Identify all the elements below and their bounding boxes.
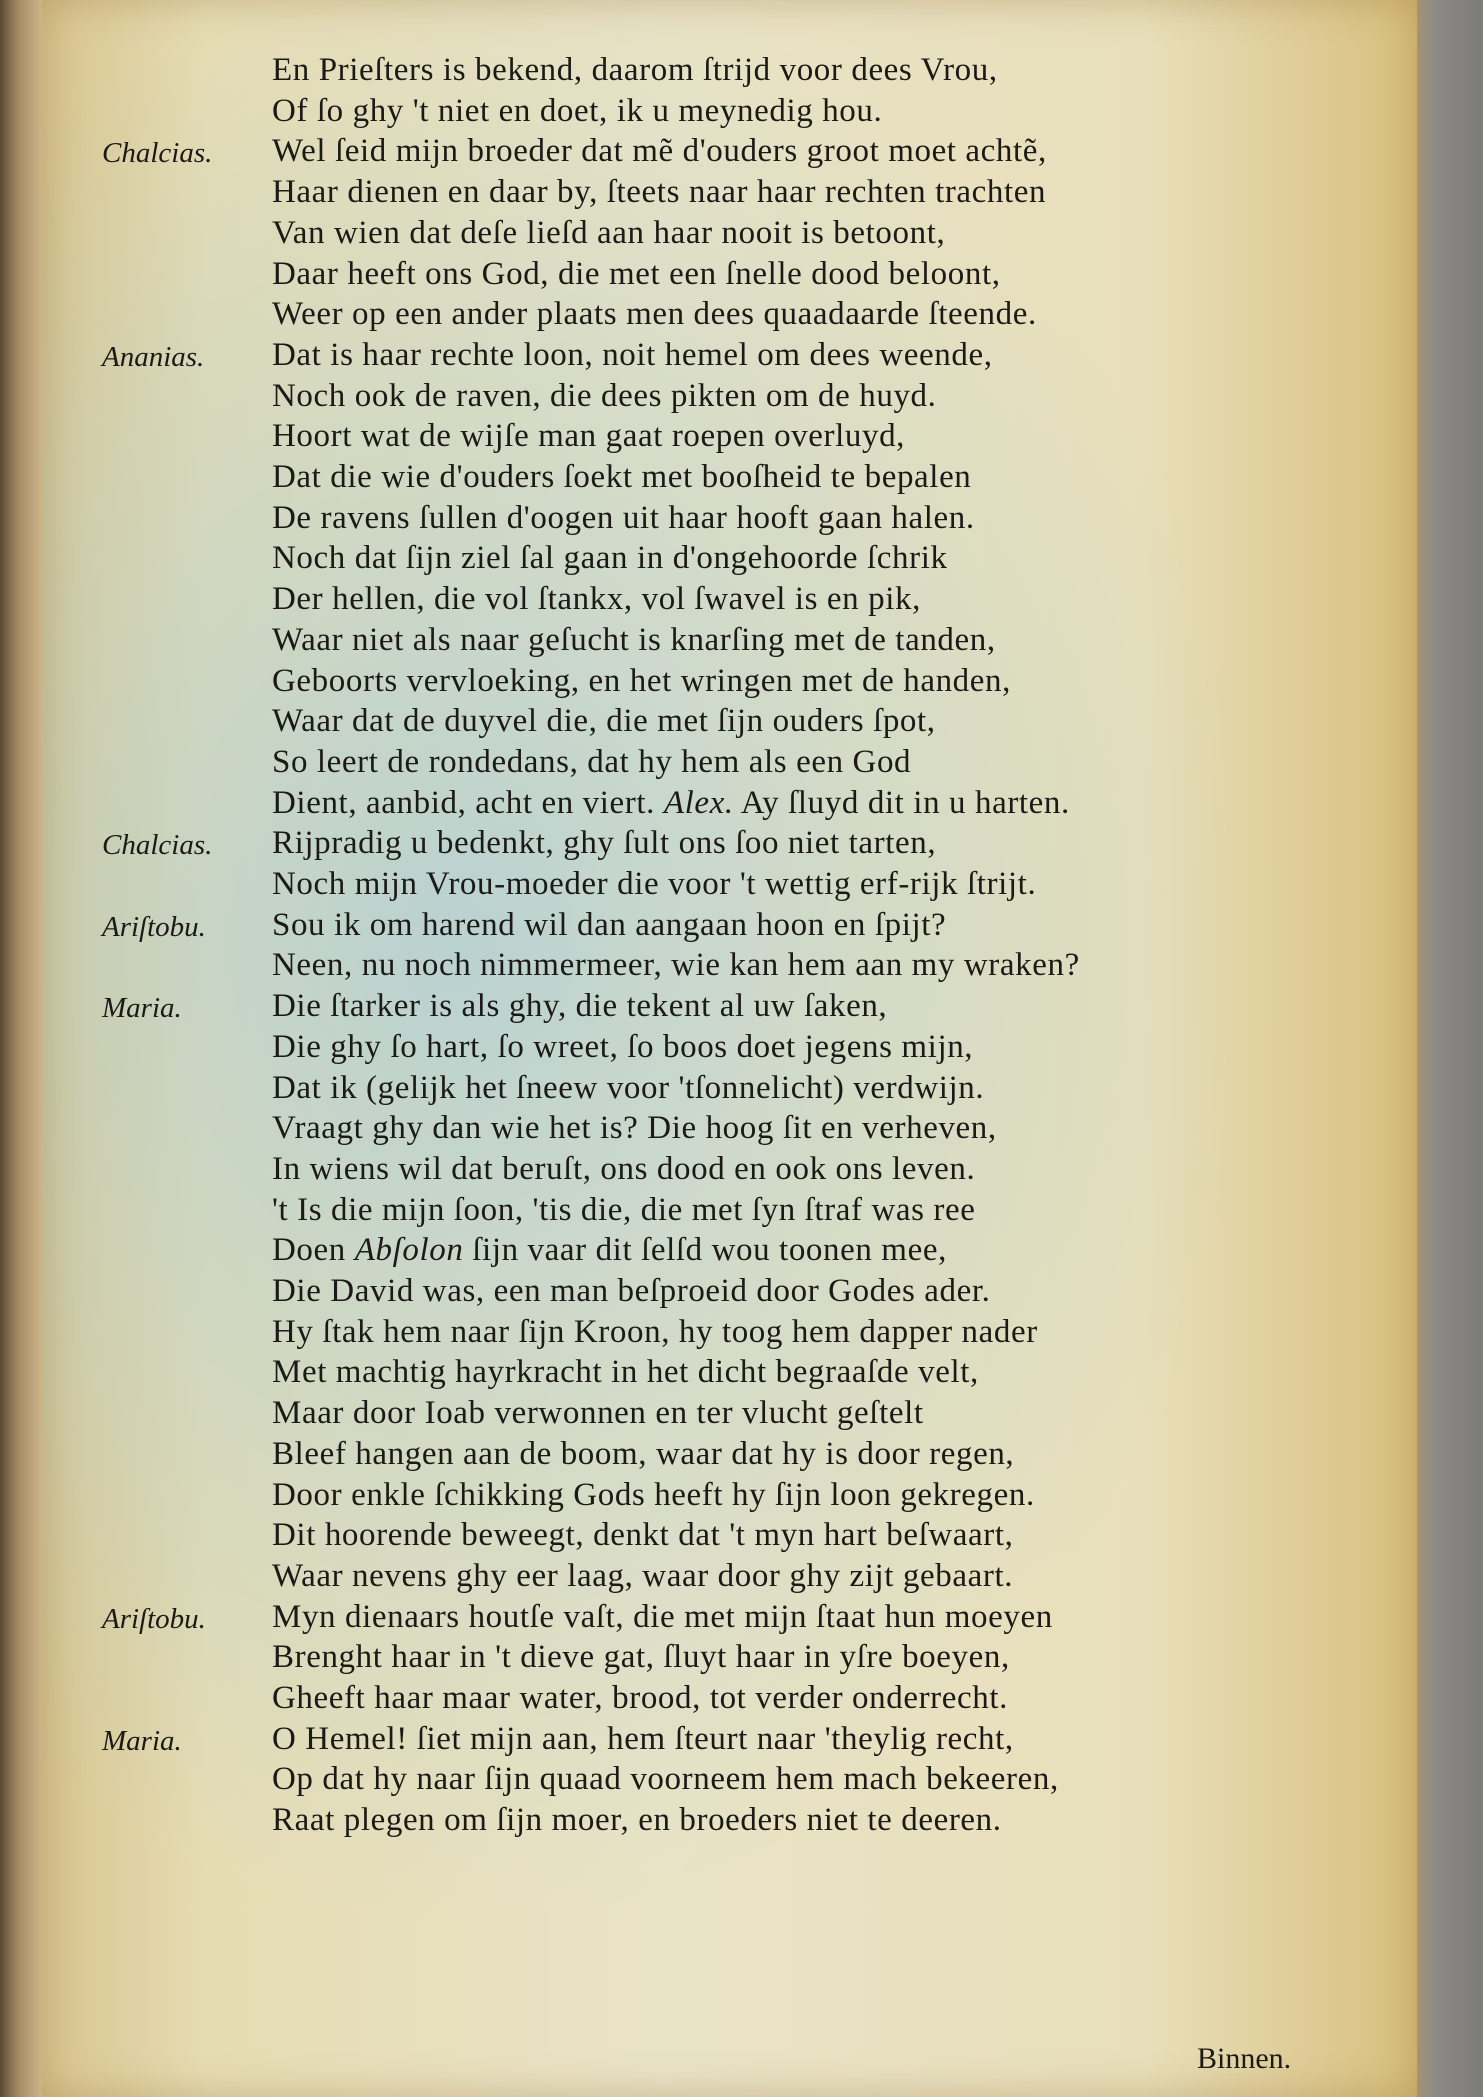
speaker-name: Chalcias.	[102, 829, 213, 862]
verse-text: Van wien dat deſe lieſd aan haar nooit is betoont,	[272, 214, 946, 251]
verse-text: Noch dat ſijn ziel ſal gaan in d'ongehoorde ſchrik	[272, 540, 948, 577]
verse-line	[272, 1800, 1002, 1840]
verse-text: Brenght haar in 't dieve gat, ſluyt haar in yſre boeyen,	[272, 1639, 1010, 1676]
verse-line	[272, 1312, 1038, 1352]
verse-line	[272, 1271, 991, 1311]
verse-line	[272, 1434, 1014, 1474]
verse-text: En Prieſters is bekend, daarom ſtrijd voor dees Vrou,	[272, 52, 998, 88]
verse-line	[272, 1597, 1053, 1637]
verse-line	[272, 1149, 975, 1189]
verse-text: Die ghy ſo hart, ſo wreet, ſo boos doet jegens mijn,	[272, 1028, 974, 1065]
verse-text: Dit hoorende beweegt, denkt dat 't myn hart beſwaart,	[272, 1517, 1014, 1554]
verse-text: Dat die wie d'ouders ſoekt met booſheid te bepalen	[272, 459, 972, 495]
verse-line	[272, 1230, 947, 1270]
italic-name: Abſolon	[354, 1232, 464, 1269]
verse-line	[272, 579, 921, 619]
speaker-name: Ananias.	[102, 340, 205, 373]
verse-text: Noch ook de raven, die dees pikten om de huyd.	[272, 377, 937, 414]
verse-text: Met machtig hayrkracht in het dicht begraaſde velt,	[272, 1354, 979, 1391]
verse-line	[272, 945, 1080, 985]
verse-line	[272, 1678, 1008, 1718]
verse-line	[272, 1637, 1010, 1677]
verse-line	[272, 661, 1011, 701]
verse-text: Geboorts vervloeking, en het wringen met de handen,	[272, 662, 1011, 699]
verse-line	[272, 1515, 1014, 1555]
verse-text: Bleef hangen aan de boom, waar dat hy is door regen,	[272, 1435, 1015, 1472]
verse-text: Vraagt ghy dan wie het is? Die hoog ſit en verheven,	[272, 1110, 997, 1147]
verse-text: Noch mijn Vrou-moeder die voor 't wettig erf-rijk ſtrijt.	[272, 866, 1037, 902]
verse-text: De ravens ſullen d'oogen uit haar hooft gaan halen.	[272, 499, 975, 536]
verse-text: Daar heeft ons God, die met een ſnelle dood beloont,	[272, 255, 1001, 292]
book-page	[42, 0, 1417, 2097]
verse-text: Maar door Ioab verwonnen en ter vlucht geſtelt	[272, 1395, 924, 1432]
verse-line	[272, 1352, 979, 1392]
verse-line	[272, 701, 936, 741]
verse-text: Ay ſluyd dit in u harten.	[733, 784, 1070, 821]
verse-line	[272, 783, 1070, 823]
italic-name: Alex.	[663, 784, 734, 821]
verse-line	[272, 457, 971, 497]
verse-line	[272, 498, 975, 538]
verse-text: Rijpradig u bedenkt, ghy ſult ons ſoo niet tarten,	[272, 825, 937, 862]
verse-text: Waar niet als naar geſucht is knarſing met de tanden,	[272, 621, 996, 658]
verse-line	[272, 1190, 976, 1230]
verse-text: Doen	[272, 1232, 355, 1269]
verse-text: Myn dienaars houtſe vaſt, die met mijn ſtaat hun moeyen	[272, 1598, 1053, 1635]
verse-text: Wel ſeid mijn broeder dat mẽ d'ouders groot moet achtẽ,	[272, 133, 1047, 170]
verse-line	[272, 1027, 973, 1067]
verse-text: O Hemel! ſiet mijn aan, hem ſteurt naar 'theylig recht,	[272, 1720, 1014, 1757]
verse-text: Gheeft haar maar water, brood, tot verder onderrecht.	[272, 1680, 1008, 1716]
verse-line	[272, 1068, 984, 1108]
verse-line	[272, 823, 936, 863]
verse-line	[272, 905, 946, 945]
verse-text: Waar nevens ghy eer laag, waar door ghy zijt gebaart.	[272, 1557, 1014, 1594]
verse-line	[272, 1556, 1013, 1596]
verse-line	[272, 620, 996, 660]
verse-text: Hoort wat de wijſe man gaat roepen overluyd,	[272, 418, 906, 455]
verse-text: Hy ſtak hem naar ſijn Kroon, hy toog hem dapper nader	[272, 1313, 1038, 1350]
verse-text: Neen, nu noch nimmermeer, wie kan hem aan my wraken?	[272, 947, 1080, 984]
verse-line	[272, 50, 998, 90]
verse-line	[272, 254, 1001, 294]
verse-text: So leert de rondedans, dat hy hem als een God	[272, 743, 912, 780]
verse-text: Sou ik om harend wil dan aangaan hoon en ſpijt?	[272, 906, 947, 943]
speaker-name: Maria.	[102, 1724, 182, 1757]
verse-line	[272, 742, 911, 782]
verse-text: Waar dat de duyvel die, die met ſijn ouders ſpot,	[272, 703, 936, 740]
verse-line	[272, 294, 1037, 334]
verse-text: Haar dienen en daar by, ſteets naar haar rechten trachten	[272, 174, 1047, 211]
speaker-name: Ariſtobu.	[102, 1602, 206, 1635]
verse-line	[272, 1759, 1059, 1799]
verse-line	[272, 335, 993, 375]
verse-text: 't Is die mijn ſoon, 'tis die, die met ſyn ſtraf was ree	[272, 1191, 976, 1228]
verse-line	[272, 91, 882, 131]
verse-line	[272, 172, 1046, 212]
verse-text: Op dat hy naar ſijn quaad voorneem hem mach bekeeren,	[272, 1761, 1059, 1798]
verse-text: Dient, aanbid, acht en viert.	[272, 784, 664, 821]
verse-text: Die David was, een man beſproeid door Godes ader.	[272, 1273, 991, 1309]
verse-line	[272, 538, 948, 578]
verse-text: Der hellen, die vol ſtankx, vol ſwavel is en pik,	[272, 581, 921, 618]
verse-line	[272, 131, 1047, 171]
verse-text: Die ſtarker is als ghy, die tekent al uw ſaken,	[272, 988, 888, 1025]
verse-line	[272, 1719, 1014, 1759]
verse-line	[272, 986, 887, 1026]
verse-text: Raat plegen om ſijn moer, en broeders niet te deeren.	[272, 1802, 1002, 1839]
verse-text: Dat is haar rechte loon, noit hemel om dees weende,	[272, 336, 993, 373]
verse-line	[272, 1393, 924, 1433]
verse-text: ſijn vaar dit ſelſd wou toonen mee,	[463, 1232, 947, 1269]
verse-line	[272, 1108, 997, 1148]
verse-line	[272, 416, 905, 456]
verse-line	[272, 864, 1036, 904]
verse-line	[272, 1475, 1035, 1515]
verse-text: Dat ik (gelijk het ſneew voor 'tſonnelicht) verdwijn.	[272, 1069, 985, 1106]
verse-line	[272, 213, 945, 253]
verse-text: Weer op een ander plaats men dees quaadaarde ſteende.	[272, 296, 1037, 333]
verse-text: Of ſo ghy 't niet en doet, ik u meynedig hou.	[272, 92, 883, 129]
speaker-name: Ariſtobu.	[102, 910, 206, 943]
speaker-name: Chalcias.	[102, 137, 213, 170]
verse-line	[272, 376, 937, 416]
speaker-name: Maria.	[102, 992, 182, 1025]
verse-text: In wiens wil dat beruſt, ons dood en ook ons leven.	[272, 1150, 976, 1187]
verse-text: Door enkle ſchikking Gods heeft hy ſijn loon gekregen.	[272, 1476, 1035, 1513]
catchword: Binnen.	[1197, 2042, 1292, 2075]
